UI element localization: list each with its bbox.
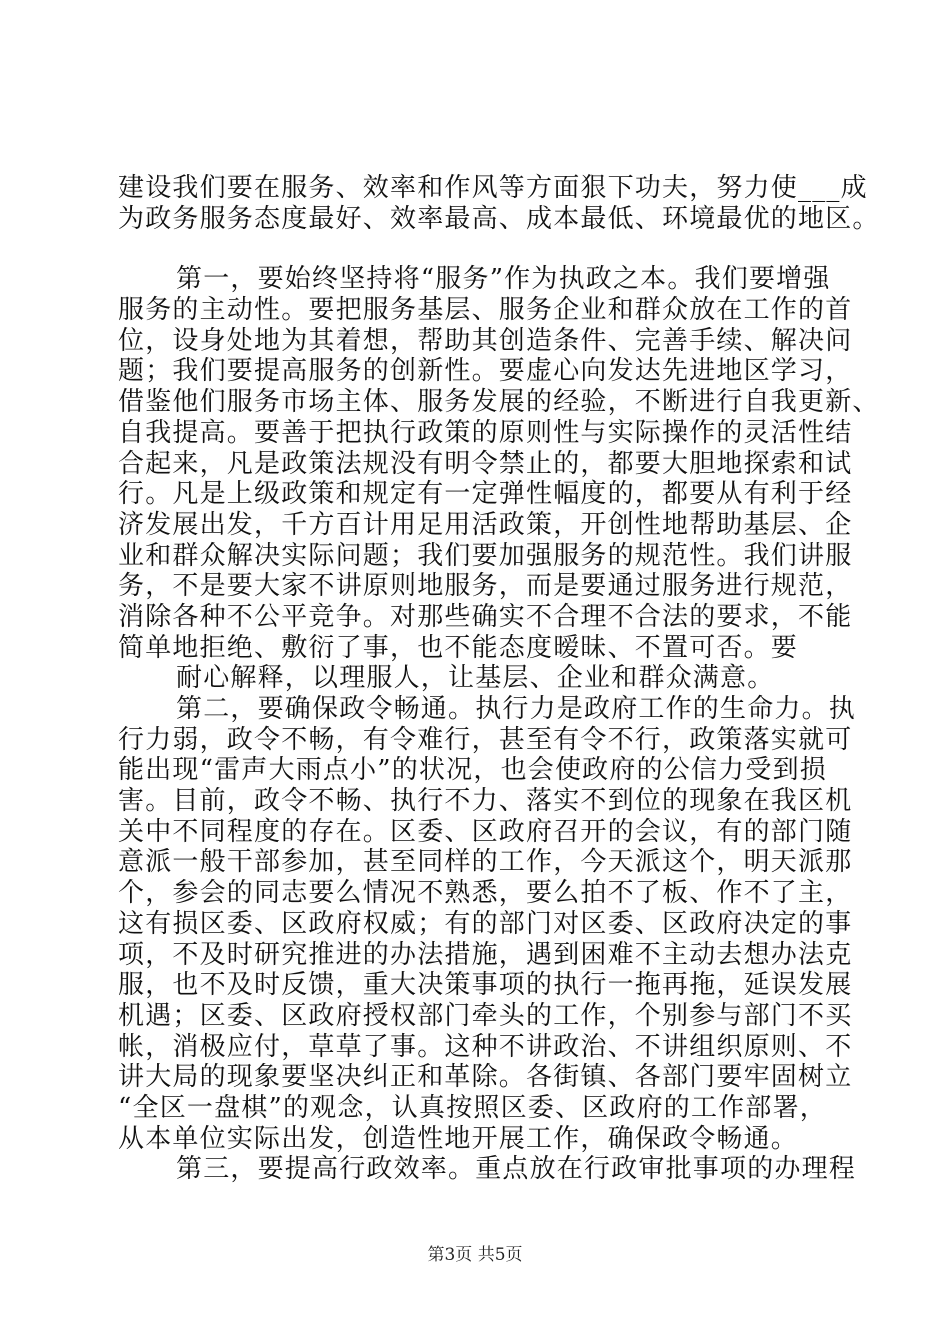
- text-line: 害。目前，政令不畅、执行不力、落实不到位的现象在我区机: [118, 786, 853, 817]
- text-line: 耐心解释，以理服人，让基层、企业和群众满意。: [176, 663, 775, 694]
- text-line: 简单地拒绝、敷衍了事，也不能态度暧昧、不置可否。要: [118, 632, 799, 663]
- text-line: 讲大局的现象要坚决纠正和革除。各街镇、各部门要牢固树立: [118, 1062, 853, 1093]
- text-line: 为政务服务态度最好、效率最高、成本最低、环境最优的地区。: [118, 203, 880, 234]
- text-line: 题；我们要提高服务的创新性。要虚心向发达先进地区学习，: [118, 356, 853, 387]
- text-line: 能出现“雷声大雨点小”的状况，也会使政府的公信力受到损: [118, 755, 827, 786]
- text-line: 借鉴他们服务市场主体、服务发展的经验，不断进行自我更新、: [118, 387, 880, 418]
- text-line: 合起来，凡是政策法规没有明令禁止的，都要大胆地探索和试: [118, 448, 853, 479]
- text-line: 位，设身处地为其着想，帮助其创造条件、完善手续、解决问: [118, 325, 853, 356]
- text-line: 从本单位实际出发，创造性地开展工作，确保政令畅通。: [118, 1123, 799, 1154]
- text-line: 济发展出发，千方百计用足用活政策，开创性地帮助基层、企: [118, 509, 853, 540]
- text-line: “全区一盘棋”的观念，认真按照区委、区政府的工作部署，: [118, 1092, 827, 1123]
- text-line: 第二，要确保政令畅通。执行力是政府工作的生命力。执: [176, 694, 857, 724]
- text-line: 这有损区委、区政府权威；有的部门对区委、区政府决定的事: [118, 908, 853, 939]
- text-line: 第一，要始终坚持将“服务”作为执政之本。我们要增强: [176, 264, 831, 295]
- text-line: 意派一般干部参加，甚至同样的工作，今天派这个，明天派那: [118, 847, 853, 878]
- text-line: 务，不是要大家不讲原则地服务，而是要通过服务进行规范，: [118, 571, 853, 602]
- text-line: 帐，消极应付，草草了事。这种不讲政治、不讲组织原则、不: [118, 1031, 853, 1062]
- text-line: 行力弱，政令不畅，有令难行，甚至有令不行，政策落实就可: [118, 724, 853, 755]
- text-line: 关中不同程度的存在。区委、区政府召开的会议，有的部门随: [118, 816, 853, 847]
- text-line: 行。凡是上级政策和规定有一定弹性幅度的，都要从有利于经: [118, 479, 853, 510]
- text-line: 建设我们要在服务、效率和作风等方面狠下功夫，努力使___成: [118, 173, 868, 203]
- text-line: 服务的主动性。要把服务基层、服务企业和群众放在工作的首: [118, 295, 853, 326]
- paragraph-gap: [118, 234, 858, 264]
- text-line: 业和群众解决实际问题；我们要加强服务的规范性。我们讲服: [118, 540, 853, 571]
- text-line: 个，参会的同志要么情况不熟悉，要么拍不了板、作不了主，: [118, 878, 853, 909]
- text-line: 第三，要提高行政效率。重点放在行政审批事项的办理程: [176, 1154, 857, 1185]
- page-footer: 第3页 共5页: [427, 1245, 523, 1265]
- text-line: 项，不及时研究推进的办法措施，遇到困难不主动去想办法克: [118, 939, 853, 970]
- text-line: 消除各种不公平竞争。对那些确实不合理不合法的要求，不能: [118, 601, 853, 632]
- text-line: 服，也不及时反馈，重大决策事项的执行一拖再拖，延误发展: [118, 970, 853, 1001]
- text-line: 机遇；区委、区政府授权部门牵头的工作，个别参与部门不买: [118, 1000, 853, 1031]
- document-body: [118, 173, 880, 1185]
- text-line: 自我提高。要善于把执行政策的原则性与实际操作的灵活性结: [118, 417, 853, 448]
